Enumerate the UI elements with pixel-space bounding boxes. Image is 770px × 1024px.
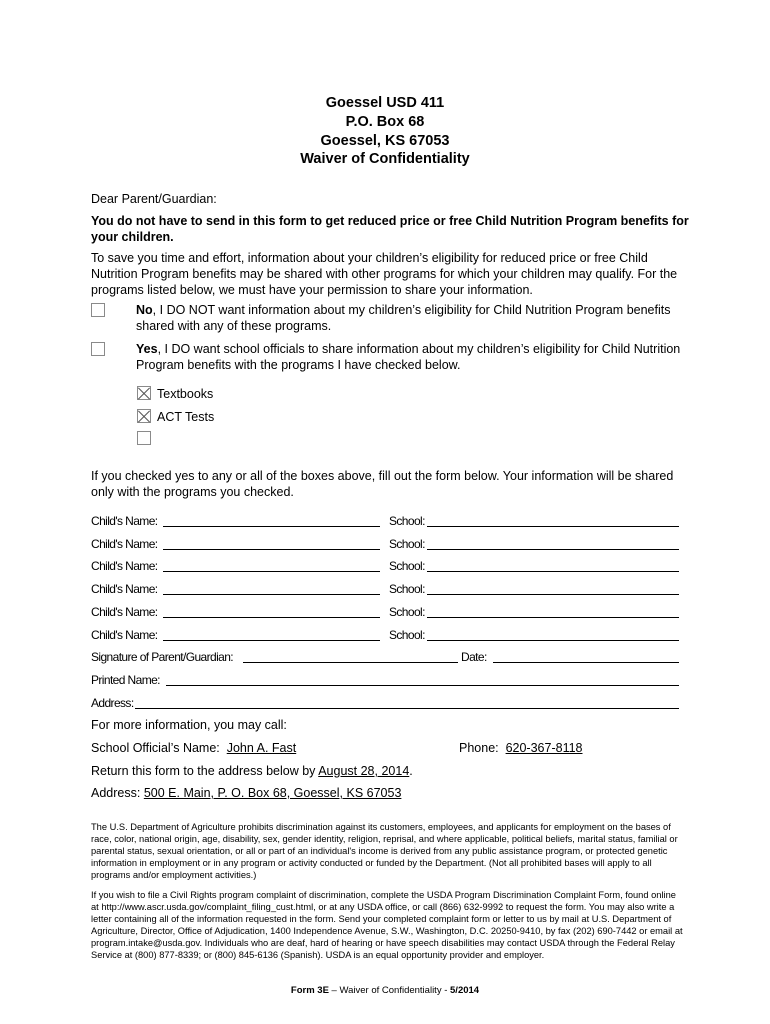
official-label: School Official’s Name: xyxy=(91,741,220,755)
return-address: 500 E. Main, P. O. Box 68, Goessel, KS 67053 xyxy=(143,786,402,800)
child-name-field[interactable] xyxy=(163,526,380,527)
form-date: 5/2014 xyxy=(450,985,480,996)
po-box: P.O. Box 68 xyxy=(345,114,425,130)
school-label: School: xyxy=(389,628,425,642)
school-name: Goessel USD 411 xyxy=(325,95,445,111)
child-name-label: Child's Name: xyxy=(91,605,158,619)
option-yes-text: Yes, I DO want school officials to share information about my children’s eligibility for Child Nutrition Program benefits with the programs I have checked below. xyxy=(136,342,681,372)
child-name-label: Child's Name: xyxy=(91,559,158,573)
school-field[interactable] xyxy=(427,640,679,641)
notice: You do not have to send in this form to get reduced price or free Child Nutrition Program benefits for your children. xyxy=(91,214,689,244)
form-title: Waiver of Confidentiality xyxy=(300,151,470,167)
school-field[interactable] xyxy=(427,549,679,550)
textbooks-label: Textbooks xyxy=(157,387,214,401)
date-label: Date: xyxy=(461,650,487,664)
child-name-field[interactable] xyxy=(163,617,380,618)
school-label: School: xyxy=(389,514,425,528)
act-tests-checkbox[interactable] xyxy=(137,409,151,423)
school-field[interactable] xyxy=(427,617,679,618)
school-label: School: xyxy=(389,582,425,596)
school-label: School: xyxy=(389,559,425,573)
official-name: John A. Fast xyxy=(226,741,297,755)
date-field[interactable] xyxy=(493,662,679,663)
return-address-row xyxy=(91,785,401,801)
phone-label: Phone: xyxy=(459,741,499,755)
form-id: Form 3E xyxy=(290,985,329,996)
child-name-field[interactable] xyxy=(163,640,380,641)
phone-number: 620-367-8118 xyxy=(505,741,583,755)
child-name-label: Child's Name: xyxy=(91,514,158,528)
signature-label: Signature of Parent/Guardian: xyxy=(91,650,234,664)
child-name-field[interactable] xyxy=(163,594,380,595)
address-label: Address: xyxy=(91,696,134,710)
printed-name-field[interactable] xyxy=(166,685,679,686)
other-program-checkbox[interactable] xyxy=(137,431,151,445)
address-field[interactable] xyxy=(135,708,679,709)
return-date: August 28, 2014 xyxy=(318,764,410,778)
child-name-field[interactable] xyxy=(163,571,380,572)
footer: Form 3E – Waiver of Confidentiality - 5/2014 xyxy=(290,985,480,996)
yes-checkbox[interactable] xyxy=(91,342,105,356)
return-row: Return this form to the address below by August 28, 2014. xyxy=(91,764,413,778)
instructions: If you checked yes to any or all of the boxes above, fill out the form below. Your information will be shared only with the programs you checked. xyxy=(91,469,674,499)
signature-field[interactable] xyxy=(243,662,458,663)
child-name-field[interactable] xyxy=(163,549,380,550)
school-field[interactable] xyxy=(427,526,679,527)
child-name-label: Child's Name: xyxy=(91,537,158,551)
no-checkbox[interactable] xyxy=(91,303,105,317)
option-no-text: No, I DO NOT want information about my children’s eligibility for Child Nutrition Program benefits shared with any of these programs. xyxy=(136,303,671,333)
school-field[interactable] xyxy=(427,594,679,595)
intro-paragraph: To save you time and effort, information about your children’s eligibility for reduced price or free Child Nutrition Program benefits may be shared with other programs for which your children may qualify. For the programs listed below, we must have your permission to share your information. xyxy=(91,251,678,297)
school-label: School: xyxy=(389,537,425,551)
city-state-zip: Goessel, KS 67053 xyxy=(320,133,450,149)
act-tests-label: ACT Tests xyxy=(157,410,215,424)
child-name-label: Child's Name: xyxy=(91,582,158,596)
child-name-label: Child's Name: xyxy=(91,628,158,642)
school-label: School: xyxy=(389,605,425,619)
return-address-label: Address: xyxy=(91,786,141,800)
more-info-text: For more information, you may call: xyxy=(91,718,287,732)
textbooks-checkbox[interactable] xyxy=(137,386,151,400)
civil-rights-complaint-statement: If you wish to file a Civil Rights program complaint of discrimination, complete the USDA Program Discrimination Complaint Form, found online at http://www.ascr.usda.gov/complaint_filing_cust.html, or at any USDA office, or call (866) 632-9992 to request the form. You may also write a letter containing all of the information requested in the form. Send your completed complaint form or letter to us by mail at U.S. Department of Agriculture, Director, Office of Adjudication, 1400 Independence Avenue, S.W., Washington, D.C. 20250-9410, by fax (202) 690-7442 or email at program.intake@usda.gov. Individuals who are deaf, hard of hearing or have speech disabilities may contact USDA through the Federal Relay Service at (800) 877-8339; or (800) 845-6136 (Spanish). USDA is an equal opportunity provider and employer. xyxy=(91,890,683,960)
usda-nondiscrimination-statement: The U.S. Department of Agriculture prohibits discrimination against its customers, employees, and applicants for employment on the bases of race, color, national origin, age, disability, sex, gender identity, religion, reprisal, and where applicable, political beliefs, marital status, familial or parental status, sexual orientation, or all or part of an individual's income is derived from any public assistance program, or protected genetic information in employment or in any program or activity conducted or funded by the Department. (Not all prohibited bases will apply to all programs and/or employment activities.) xyxy=(91,822,678,880)
official-row xyxy=(91,740,296,756)
greeting: Dear Parent/Guardian: xyxy=(91,192,217,206)
printed-name-label: Printed Name: xyxy=(91,673,160,687)
phone-row xyxy=(459,740,583,756)
school-field[interactable] xyxy=(427,571,679,572)
